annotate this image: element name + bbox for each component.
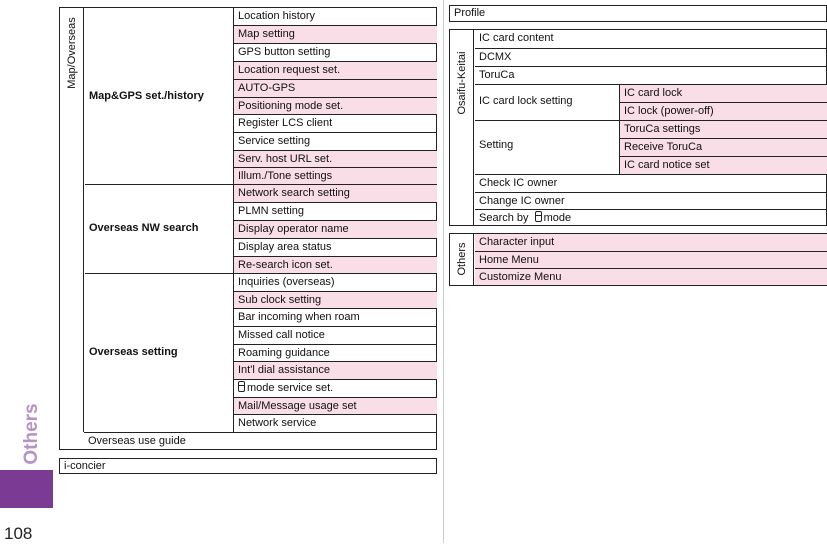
item-toruca: ToruCa (475, 66, 827, 84)
item-overseas-use-guide: Overseas use guide (84, 432, 437, 450)
item-intl-dial: Int'l dial assistance (233, 361, 437, 379)
iconcier-label: i-concier (64, 460, 106, 472)
page-number: 108 (4, 524, 33, 543)
item-missed-call: Missed call notice (233, 326, 437, 344)
iconcier-row (59, 458, 437, 474)
item-service-setting: Service setting (233, 132, 437, 150)
item-ic-card-lock: IC card lock (619, 85, 827, 102)
item-customize-menu: Customize Menu (475, 268, 827, 285)
item-bar-incoming: Bar incoming when roam (233, 308, 437, 326)
item-mail-message-usage: Mail/Message usage set (233, 397, 437, 414)
item-location-history: Location history (233, 8, 437, 25)
item-receive-toruca: Receive ToruCa (619, 138, 827, 156)
group-label-map-gps: Map&GPS set./history (89, 90, 204, 102)
item-re-search-icon: Re-search icon set. (233, 256, 437, 273)
ic-card-lock-setting-label: IC card lock setting (479, 95, 573, 107)
item-display-area: Display area status (233, 238, 437, 256)
group-label-overseas-nw: Overseas NW search (89, 222, 199, 234)
item-map-setting: Map setting (233, 25, 437, 43)
item-mode-service: mode service set. (233, 379, 437, 397)
item-illum-tone: Illum./Tone settings (233, 167, 437, 184)
item-register-lcs: Register LCS client (233, 114, 437, 132)
group-label-overseas-setting: Overseas setting (89, 346, 178, 358)
item-ic-card-content: IC card content (479, 32, 554, 44)
setting-label: Setting (479, 139, 514, 151)
item-plmn-setting: PLMN setting (233, 202, 437, 220)
item-location-request: Location request set. (233, 61, 437, 79)
column-divider (443, 0, 444, 543)
imode-icon (238, 381, 245, 392)
side-tab-label: Others (21, 403, 42, 465)
item-roaming-guidance: Roaming guidance (233, 344, 437, 361)
map-overseas-table (59, 7, 437, 450)
item-change-ic-owner: Change IC owner (475, 192, 827, 209)
item-home-menu: Home Menu (475, 251, 827, 268)
profile-label: Profile (454, 7, 486, 19)
item-character-input: Character input (475, 234, 827, 251)
item-search-by-mode: Search by mode (475, 209, 827, 226)
map-overseas-label: Map/Overseas (66, 17, 78, 89)
item-auto-gps: AUTO-GPS (233, 79, 437, 97)
item-positioning-mode: Positioning mode set. (233, 97, 437, 114)
side-tab (0, 470, 53, 508)
imode-icon (535, 211, 542, 222)
item-ic-card-notice: IC card notice set (619, 156, 827, 174)
item-ic-lock-power-off: IC lock (power-off) (619, 102, 827, 120)
osaifu-table (449, 29, 827, 226)
item-check-ic-owner: Check IC owner (475, 174, 827, 192)
item-sub-clock: Sub clock setting (233, 291, 437, 308)
item-dcmx: DCMX (475, 48, 827, 66)
item-toruca-settings: ToruCa settings (619, 121, 827, 138)
item-inquiries-overseas: Inquiries (overseas) (233, 273, 437, 291)
item-display-operator: Display operator name (233, 220, 437, 238)
item-serv-host-url: Serv. host URL set. (233, 150, 437, 167)
others-label: Others (456, 242, 468, 276)
item-network-search: Network search setting (233, 184, 437, 202)
item-network-service: Network service (233, 414, 437, 432)
profile-row (449, 5, 827, 22)
others-table (449, 233, 827, 286)
osaifu-label: Osaifu-Keitai (456, 51, 468, 115)
item-gps-button-setting: GPS button setting (233, 43, 437, 61)
